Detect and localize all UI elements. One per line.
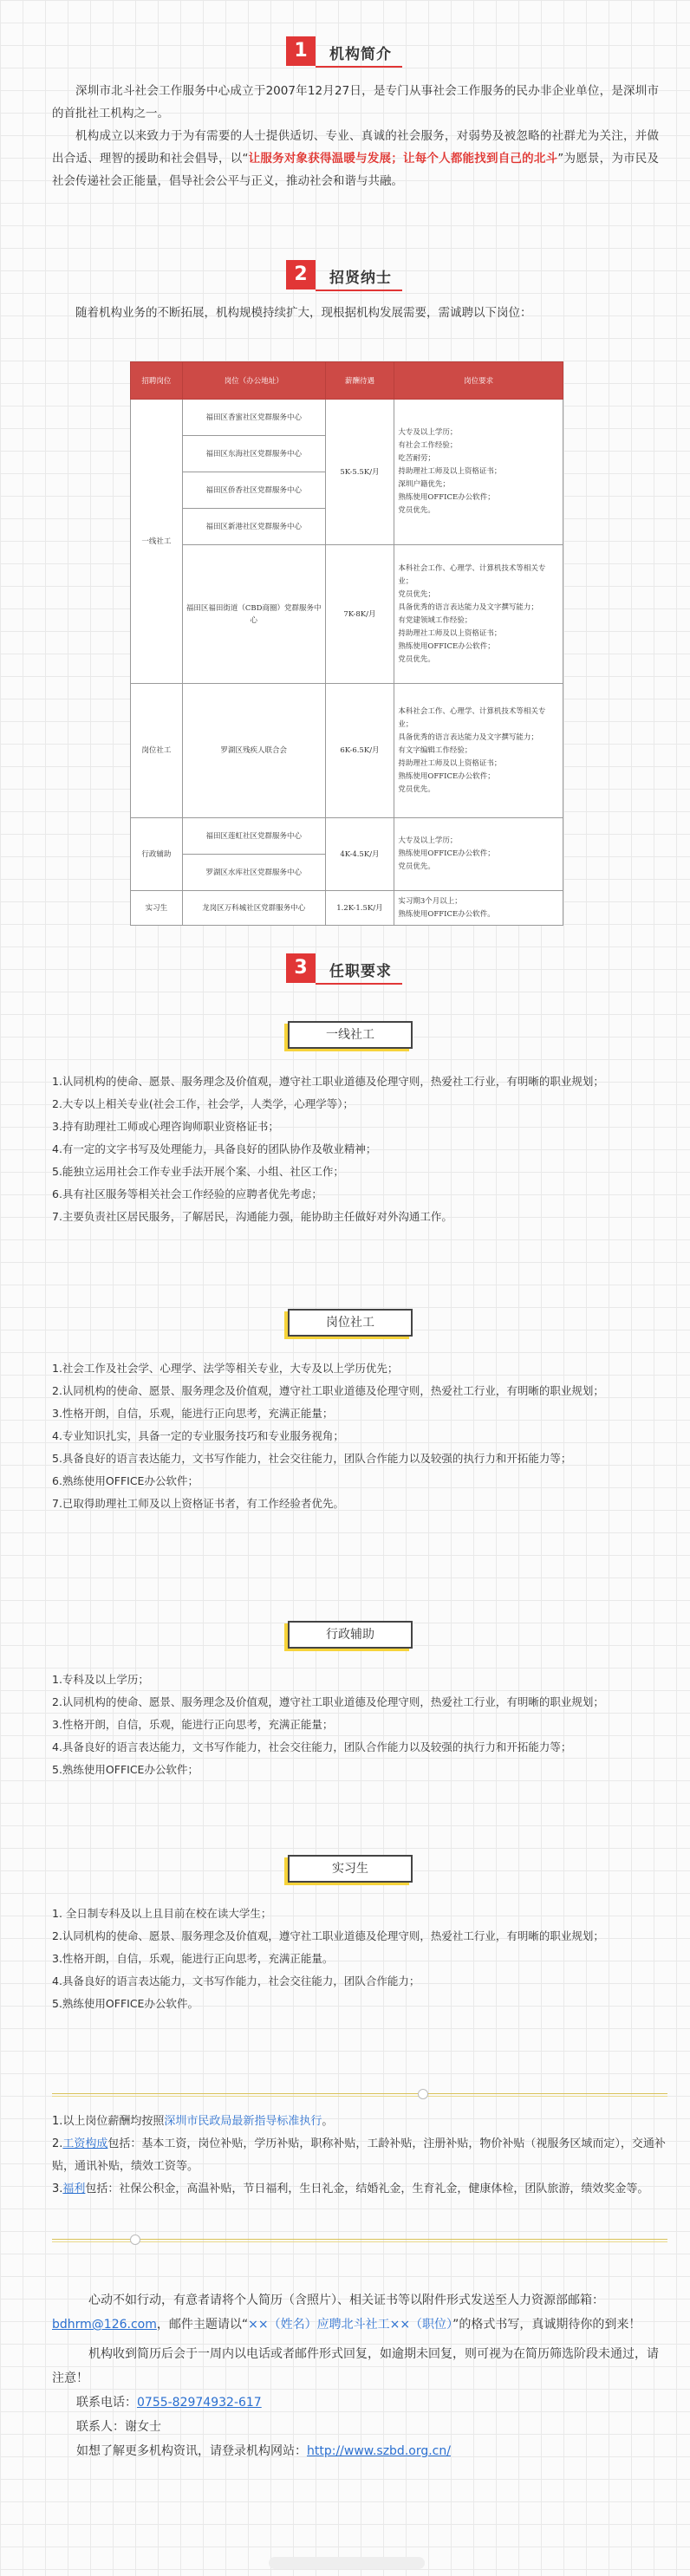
- req-line: 本科社会工作、心理学、计算机技术等相关专业；: [398, 563, 546, 586]
- requirements-cell: [394, 545, 563, 684]
- wage-structure-link[interactable]: 工资构成: [62, 2137, 108, 2150]
- title-underline: [316, 983, 402, 985]
- list-item: 1.专科及以上学历；: [52, 1673, 149, 1686]
- office-cell: 龙岗区万科城社区党群服务中心: [182, 891, 325, 926]
- job-title-frontline: 一线社工: [288, 1021, 413, 1049]
- req-line: 持助理社工师及以上资格证书；: [398, 467, 502, 476]
- list-item: 5.熟练使用OFFICE办公软件；: [52, 1763, 199, 1776]
- section-number: 2: [286, 260, 316, 289]
- table-row: [131, 400, 563, 436]
- office-cell: 福田区东海社区党群服务中心: [182, 436, 325, 472]
- person-name: 谢女士: [125, 2420, 161, 2434]
- note-text: 2.: [52, 2137, 63, 2150]
- note-text: 包括：基本工资，岗位补贴，学历补贴，职称补贴，工龄补贴，注册补贴，物价补贴（视服务区域而定），交通补贴，通讯补贴，绩效工资等。: [52, 2137, 666, 2173]
- req-line: 具备优秀的语言表达能力及文字撰写能力；: [398, 602, 538, 612]
- list-item: 5.熟练使用OFFICE办公软件。: [52, 1997, 199, 2010]
- position-name: 实习生: [131, 891, 183, 926]
- header-position: 招聘岗位: [131, 362, 183, 400]
- bottom-scroll-indicator: [269, 2557, 425, 2569]
- title-underline: [316, 289, 402, 291]
- section-title: 任职要求: [329, 963, 392, 980]
- intro-paragraph-1: 深圳市北斗社会工作服务中心成立于2007年12月27日，是专门从事社会工作服务的民办非企业单位，是深圳市的首批社工机构之一。: [52, 84, 659, 120]
- email-link[interactable]: bdhrm@126.com: [52, 2318, 157, 2332]
- divider-bottom: [52, 2234, 667, 2245]
- section-header-intro: [0, 35, 690, 69]
- office-cell: 福田区香蜜社区党群服务中心: [182, 400, 325, 436]
- req-line: 实习期3个月以上；: [398, 896, 462, 906]
- website-link[interactable]: http://www.szbd.org.cn/: [307, 2444, 451, 2458]
- benefits-link[interactable]: 福利: [62, 2182, 86, 2195]
- req-line: 熟练使用OFFICE办公软件。: [398, 909, 495, 919]
- table-row: [131, 818, 563, 855]
- title-underline: [316, 66, 402, 68]
- list-item: 4.有一定的文字书写及处理能力，具备良好的团队协作及敬业精神；: [52, 1142, 377, 1155]
- list-item: 7.已取得助理社工师及以上资格证书者，有工作经验者优先。: [52, 1497, 344, 1510]
- note-salary: [52, 2111, 666, 2133]
- requirements-cell: [394, 891, 563, 926]
- salary-cell: 7K-8K/月: [325, 545, 394, 684]
- req-line: 党员优先。: [398, 784, 435, 794]
- contact-paragraph-1: [52, 2288, 667, 2337]
- req-line: 深圳户籍优先；: [398, 480, 450, 489]
- website-label: 如想了解更多机构资讯，请登录机构网站：: [76, 2444, 307, 2458]
- section-number: 1: [286, 36, 316, 66]
- contact-block: [52, 2288, 667, 2463]
- recruit-intro: 随着机构业务的不断拓展，机构规模持续扩大，现根据机构发展需要，需诚聘以下岗位：: [75, 306, 532, 320]
- list-item: 1. 全日制专科及以上且目前在校在读大学生；: [52, 1907, 272, 1920]
- note-text: 包括：社保公积金，高温补贴，节日福利，生日礼金，结婚礼金，生育礼金，健康体检，团队旅游，绩效奖金等。: [85, 2182, 649, 2195]
- salary-cell: 5K-5.5K/月: [325, 400, 394, 545]
- note-text: 3.: [52, 2182, 63, 2195]
- job-title-post: 岗位社工: [288, 1309, 413, 1337]
- requirements-cell: [394, 400, 563, 545]
- office-cell: 福田区新港社区党群服务中心: [182, 509, 325, 545]
- section-header-recruit: [0, 258, 690, 293]
- list-item: 7.主要负责社区居民服务，了解居民，沟通能力强，能协助主任做好对外沟通工作。: [52, 1210, 452, 1223]
- intro-text-b: ”为愿景，为市民及社会传递社会正能量，倡导社会公平与正义，推动社会和谐与共融。: [52, 152, 660, 188]
- list-item: 3.性格开朗，自信，乐观，能进行正向思考，充满正能量；: [52, 1407, 334, 1420]
- job-title-intern: 实习生: [288, 1855, 413, 1883]
- note-text: 。: [322, 2115, 334, 2128]
- req-line: 党员优先。: [398, 862, 435, 871]
- req-line: 熟练使用OFFICE办公软件；: [398, 493, 495, 502]
- list-item: 4.具备良好的语言表达能力，文书写作能力，社会交往能力，团队合作能力以及较强的执行力和开拓能力等；: [52, 1740, 572, 1753]
- salary-cell: 4K-4.5K/月: [325, 818, 394, 891]
- intro-text-a: 机构成立以来致力于为有需要的人士提供适切、专业、真诚的社会服务，对弱势及被忽略的社群尤为关注，并做出合适、理智的援助和社会倡导，以“: [52, 129, 659, 166]
- contact-text: ”的格式书写，真诚期待你的到来！: [452, 2318, 641, 2332]
- phone-label: 联系电话：: [76, 2396, 137, 2410]
- job-title-admin: 行政辅助: [288, 1621, 413, 1649]
- req-line: 吃苦耐劳；: [398, 454, 435, 463]
- intro-text: [52, 80, 659, 192]
- divider-dot-icon: [130, 2234, 140, 2245]
- salary-standard-link[interactable]: 深圳市民政局最新指导标准执行: [164, 2115, 322, 2128]
- contact-text: ，邮件主题请以“: [156, 2318, 249, 2332]
- section-number: 3: [286, 953, 316, 983]
- req-line: 大专及以上学历；: [398, 428, 458, 437]
- note-wage: [52, 2133, 666, 2178]
- job-requirements-intern: [52, 1903, 666, 2015]
- position-name: 岗位社工: [131, 684, 183, 818]
- list-item: 2.认同机构的使命、愿景、服务理念及价值观，遵守社工职业道德及伦理守则，热爱社工行业，有明晰的职业规划；: [52, 1929, 604, 1942]
- position-name: 行政辅助: [131, 818, 183, 891]
- list-item: 4.专业知识扎实，具备一定的专业服务技巧和专业服务视角；: [52, 1429, 344, 1442]
- phone-link[interactable]: 0755-82974932-617: [137, 2396, 262, 2410]
- contact-phone-line: [52, 2391, 667, 2415]
- table-header-row: [131, 362, 563, 400]
- contact-paragraph-2: 机构收到简历后会于一周内以电话或者邮件形式回复，如逾期未回复，则可视为在简历筛选阶段未通过，请注意！: [52, 2347, 659, 2385]
- list-item: 1.社会工作及社会学、心理学、法学等相关专业，大专及以上学历优先；: [52, 1362, 399, 1375]
- note-text: 1.以上岗位薪酬均按照: [52, 2115, 165, 2128]
- req-line: 党员优先。: [398, 654, 435, 664]
- req-line: 持助理社工师及以上资格证书；: [398, 628, 502, 638]
- req-line: 熟练使用OFFICE办公软件；: [398, 849, 495, 858]
- notes-block: [52, 2111, 666, 2201]
- req-line: 有文字编辑工作经验；: [398, 745, 472, 755]
- requirements-cell: [394, 684, 563, 818]
- requirements-cell: [394, 818, 563, 891]
- req-line: 熟练使用OFFICE办公软件；: [398, 641, 495, 651]
- job-requirements-admin: [52, 1669, 666, 1781]
- list-item: 5.具备良好的语言表达能力，文书写作能力，社会交往能力，团队合作能力以及较强的执行力和开拓能力等；: [52, 1452, 572, 1465]
- section-title: 招贤纳士: [329, 270, 392, 287]
- office-cell: 罗湖区水库社区党群服务中心: [182, 855, 325, 891]
- req-line: 具备优秀的语言表达能力及文字撰写能力；: [398, 732, 538, 742]
- req-line: 党员优先；: [398, 589, 435, 599]
- req-line: 熟练使用OFFICE办公软件；: [398, 771, 495, 781]
- intro-paragraph-2: [52, 125, 659, 192]
- section-header-requirements: [0, 952, 690, 986]
- list-item: 2.认同机构的使命、愿景、服务理念及价值观，遵守社工职业道德及伦理守则，热爱社工行业，有明晰的职业规划；: [52, 1384, 604, 1397]
- list-item: 1.认同机构的使命、愿景、服务理念及价值观，遵守社工职业道德及伦理守则，热爱社工行业，有明晰的职业规划；: [52, 1075, 604, 1088]
- table-row: [131, 891, 563, 926]
- email-subject-format: ××（姓名）应聘北斗社工××（职位）: [248, 2318, 453, 2332]
- person-label: 联系人：: [76, 2420, 125, 2434]
- office-cell: 福田区侨香社区党群服务中心: [182, 472, 325, 509]
- office-cell: 罗湖区残疾人联合会: [182, 684, 325, 818]
- list-item: 3.性格开朗，自信，乐观，能进行正向思考，充满正能量。: [52, 1952, 334, 1965]
- contact-person-line: [52, 2415, 667, 2439]
- job-requirements-frontline: [52, 1070, 666, 1228]
- header-salary: 薪酬待遇: [325, 362, 394, 400]
- req-line: 本科社会工作、心理学、计算机技术等相关专业；: [398, 706, 546, 729]
- list-item: 3.性格开朗，自信，乐观，能进行正向思考，充满正能量；: [52, 1718, 334, 1731]
- salary-cell: 1.2K-1.5K/月: [325, 891, 394, 926]
- list-item: 2.认同机构的使命、愿景、服务理念及价值观，遵守社工职业道德及伦理守则，热爱社工行业，有明晰的职业规划；: [52, 1695, 604, 1708]
- contact-website-line: [52, 2439, 667, 2463]
- list-item: 4.具备良好的语言表达能力，文书写作能力，社会交往能力，团队合作能力；: [52, 1974, 420, 1987]
- contact-text: 心动不如行动，有意者请将个人简历（含照片）、相关证书等以附件形式发送至人力资源部邮箱：: [88, 2293, 604, 2307]
- req-line: 大专及以上学历；: [398, 836, 458, 845]
- req-line: 有社会工作经验；: [398, 441, 458, 450]
- list-item: 2.大专以上相关专业(社会工作，社会学，人类学，心理学等）；: [52, 1097, 355, 1110]
- list-item: 6.熟练使用OFFICE办公软件；: [52, 1474, 199, 1487]
- position-name: 一线社工: [131, 400, 183, 684]
- vision-highlight: 让服务对象获得温暖与发展；让每个人都能找到自己的北斗: [248, 152, 558, 166]
- positions-table: [130, 361, 563, 926]
- office-cell: 福田区福田街道（CBD商圈）党群服务中心: [182, 545, 325, 684]
- job-requirements-post: [52, 1357, 666, 1515]
- table-row: [131, 684, 563, 818]
- header-requirements: 岗位要求: [394, 362, 563, 400]
- office-cell: 福田区莲虹社区党群服务中心: [182, 818, 325, 855]
- table-row: [131, 545, 563, 684]
- divider-top: [52, 2089, 667, 2099]
- list-item: 6.具有社区服务等相关社会工作经验的应聘者优先考虑；: [52, 1187, 322, 1200]
- req-line: 党员优先。: [398, 506, 435, 515]
- note-benefits: [52, 2178, 666, 2201]
- list-item: 3.持有助理社工师或心理咨询师职业资格证书；: [52, 1120, 279, 1133]
- salary-cell: 6K-6.5K/月: [325, 684, 394, 818]
- list-item: 5.能独立运用社会工作专业手法开展个案、小组、社区工作；: [52, 1165, 344, 1178]
- section-title: 机构简介: [329, 46, 392, 63]
- req-line: 有党建领域工作经验；: [398, 615, 472, 625]
- req-line: 持助理社工师及以上资格证书；: [398, 758, 502, 768]
- header-office: 岗位（办公地址）: [182, 362, 325, 400]
- divider-dot-icon: [418, 2089, 428, 2099]
